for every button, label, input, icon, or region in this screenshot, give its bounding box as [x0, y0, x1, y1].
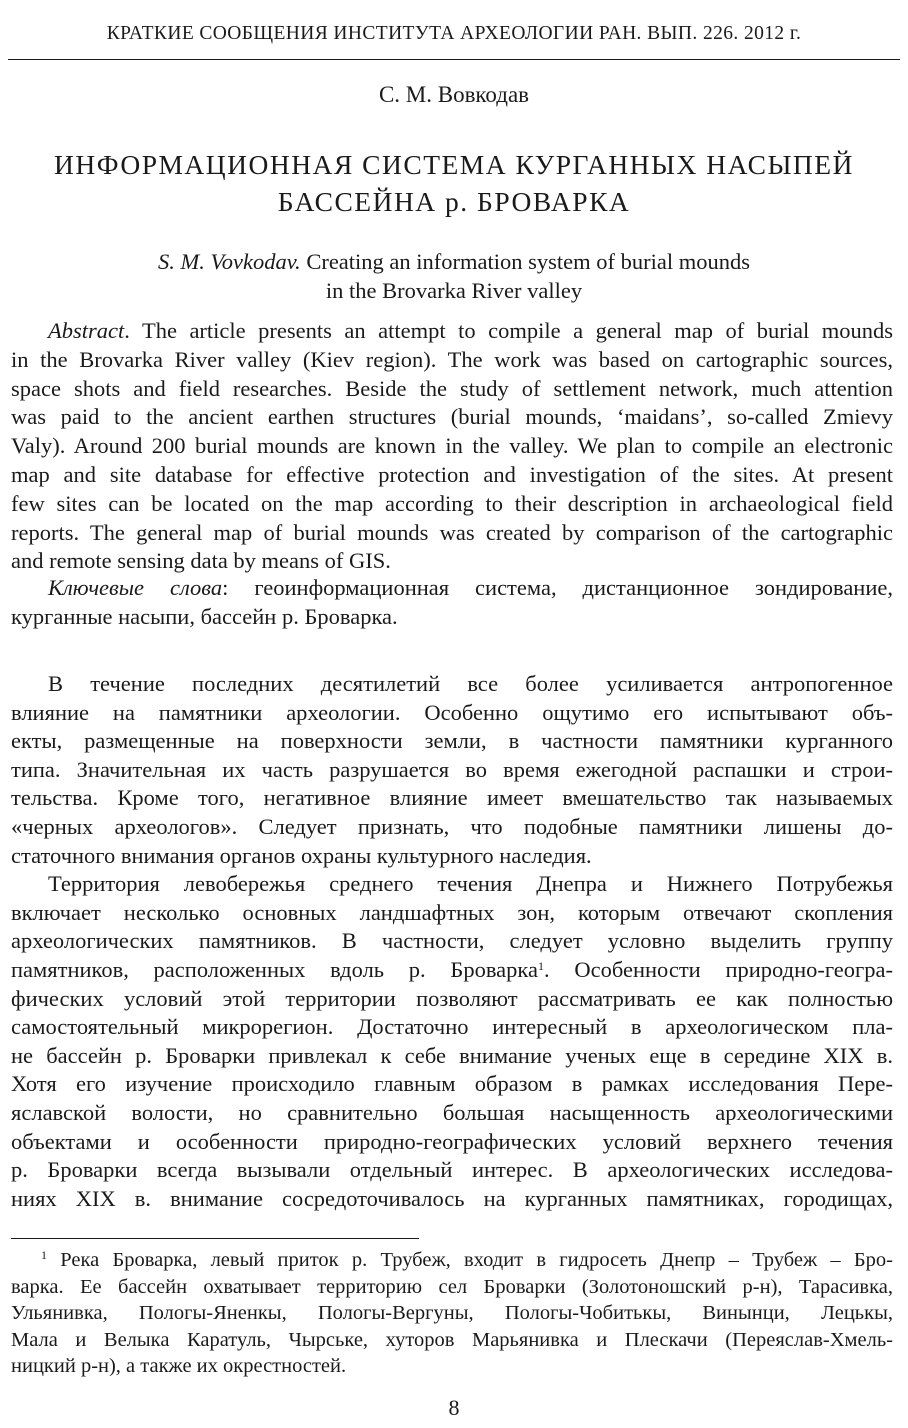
body-line: В течение последних десятилетий все более усиливается антропогенное — [48, 671, 893, 696]
body-line: памятников, расположенных вдоль р. Броварка$^1$. Особенности природно-геогра- — [11, 956, 894, 982]
body-line: екты, размещенные на поверхности земли, в частности памятники курганного — [11, 728, 893, 754]
body-line: Хотя его изучение происходило главным образом в рамках исследования Пере- — [11, 1071, 893, 1097]
subtitle-line-1 — [0, 247, 908, 276]
page-number: 8 — [448, 1395, 460, 1420]
body-line: не бассейн р. Броварки привлекал к себе внимание ученых еще в середине XIX в. — [11, 1042, 893, 1068]
subtitle-line-2: in the Brovarka River valley — [325, 278, 583, 303]
running-header: КРАТКИЕ СООБЩЕНИЯ ИНСТИТУТА АРХЕОЛОГИИ РАН. ВЫП. 226. 2012 г. — [106, 23, 802, 44]
body-line: фических условий этой территории позволяют рассматривать ее как полностью — [11, 985, 893, 1011]
body-line: Территория левобережья среднего течения Днепра и Нижнего Потрубежья — [48, 871, 893, 897]
abstract-line: Abstract. The article presents an attempt to compile a general map of burial mounds — [48, 318, 893, 343]
article-title — [0, 146, 908, 220]
header-rule — [8, 59, 900, 60]
abstract-line: map and site database for effective protection and investigation of the sites. At present — [11, 461, 893, 487]
abstract-line: few sites can be located on the map according to their description in archaeological field — [11, 490, 893, 516]
footnote-line: $^1$ Река Броварка, левый приток р. Трубеж, входит в гидросеть Днепр – Трубеж – Бро- — [41, 1248, 893, 1271]
abstract-line: reports. The general map of burial mounds was created by comparison of the cartographic — [11, 519, 893, 545]
footnote-line: ницкий р-н), а также их окрестностей. — [11, 1355, 347, 1377]
footnote-line: Мала и Велыка Каратуль, Чырське, хуторов Марьянивка и Плескачи (Переяслав-Хмель- — [11, 1328, 893, 1351]
body-line: включает несколько основных ландшафтных зон, которым отвечают скопления — [11, 899, 893, 925]
footnote-number: 1 — [41, 1248, 47, 1262]
abstract — [11, 317, 893, 576]
keywords-label: Ключевые слова — [48, 575, 223, 600]
body-line: тельства. Кроме того, негативное влияние имеет вмешательство так называемых — [11, 785, 893, 811]
keywords-line: курганные насыпи, бассейн р. Броварка. — [11, 603, 398, 629]
body-line: влияние на памятники археологии. Особенно ощутимо его испытывают объ- — [11, 699, 893, 725]
abstract-line: was paid to the ancient earthen structures (burial mounds, ‘maidans’, so-called Zmievy — [11, 404, 893, 430]
footnote-line: варка. Ее бассейн охватывает территорию сел Броварки (Золотоношский р-н), Тарасивка, — [11, 1275, 893, 1298]
article-body — [11, 670, 893, 1213]
footnote-separator — [11, 1238, 419, 1239]
keywords-line: Ключевые слова: геоинформационная система, дистанционное зондирование, — [48, 575, 893, 600]
body-line: яславской волости, но сравнительно большая насыщенность археологическими — [11, 1099, 893, 1125]
title-line-1: ИНФОРМАЦИОННАЯ СИСТЕМА КУРГАННЫХ НАСЫПЕЙ — [54, 149, 854, 180]
keywords — [11, 574, 893, 632]
title-line-2: БАССЕЙНА р. БРОВАРКА — [277, 186, 631, 217]
subtitle-author: S. M. Vovkodav. — [158, 249, 301, 274]
footnote-line: Ульянивка, Пологы-Яненкы, Пологы-Вергуны, Пологы-Чобитькы, Винынци, Лецькы, — [11, 1302, 893, 1324]
body-line: р. Броварки всегда вызывали отдельный интерес. В археологических исследова- — [11, 1157, 893, 1183]
footnote — [11, 1247, 893, 1380]
body-line: типа. Значительная их часть разрушается во время ежегодной распашки и строи- — [11, 756, 893, 782]
abstract-line: and remote sensing data by means of GIS. — [11, 548, 391, 574]
body-line: самостоятельный микрорегион. Достаточно интересный в археологическом пла- — [11, 1014, 893, 1040]
english-subtitle — [0, 247, 908, 305]
footnote-reference[interactable]: 1 — [537, 958, 544, 973]
abstract-line: in the Brovarka River valley (Kiev region). The work was based on cartographic sources, — [11, 346, 893, 372]
abstract-label: Abstract — [48, 318, 125, 343]
body-line: археологических памятников. В частности, следует условно выделить группу — [11, 928, 893, 954]
body-line: объектами и особенности природно-географических условий верхнего течения — [11, 1128, 893, 1154]
author-name: С. М. Вовкодав — [378, 82, 530, 107]
abstract-line: Valy). Around 200 burial mounds are known in the valley. We plan to compile an electronic — [11, 433, 893, 459]
body-line: «черных археологов». Следует признать, что подобные памятники лишены до- — [11, 813, 893, 839]
subtitle-title-part-1: Creating an information system of burial mounds — [300, 249, 750, 274]
body-line: ниях XIX в. внимание сосредоточивалось на курганных памятниках, городищах, — [11, 1185, 893, 1211]
body-line: статочного внимания органов охраны культурного наследия. — [11, 842, 592, 868]
abstract-line: space shots and field researches. Beside the study of settlement network, much attention — [11, 375, 893, 401]
